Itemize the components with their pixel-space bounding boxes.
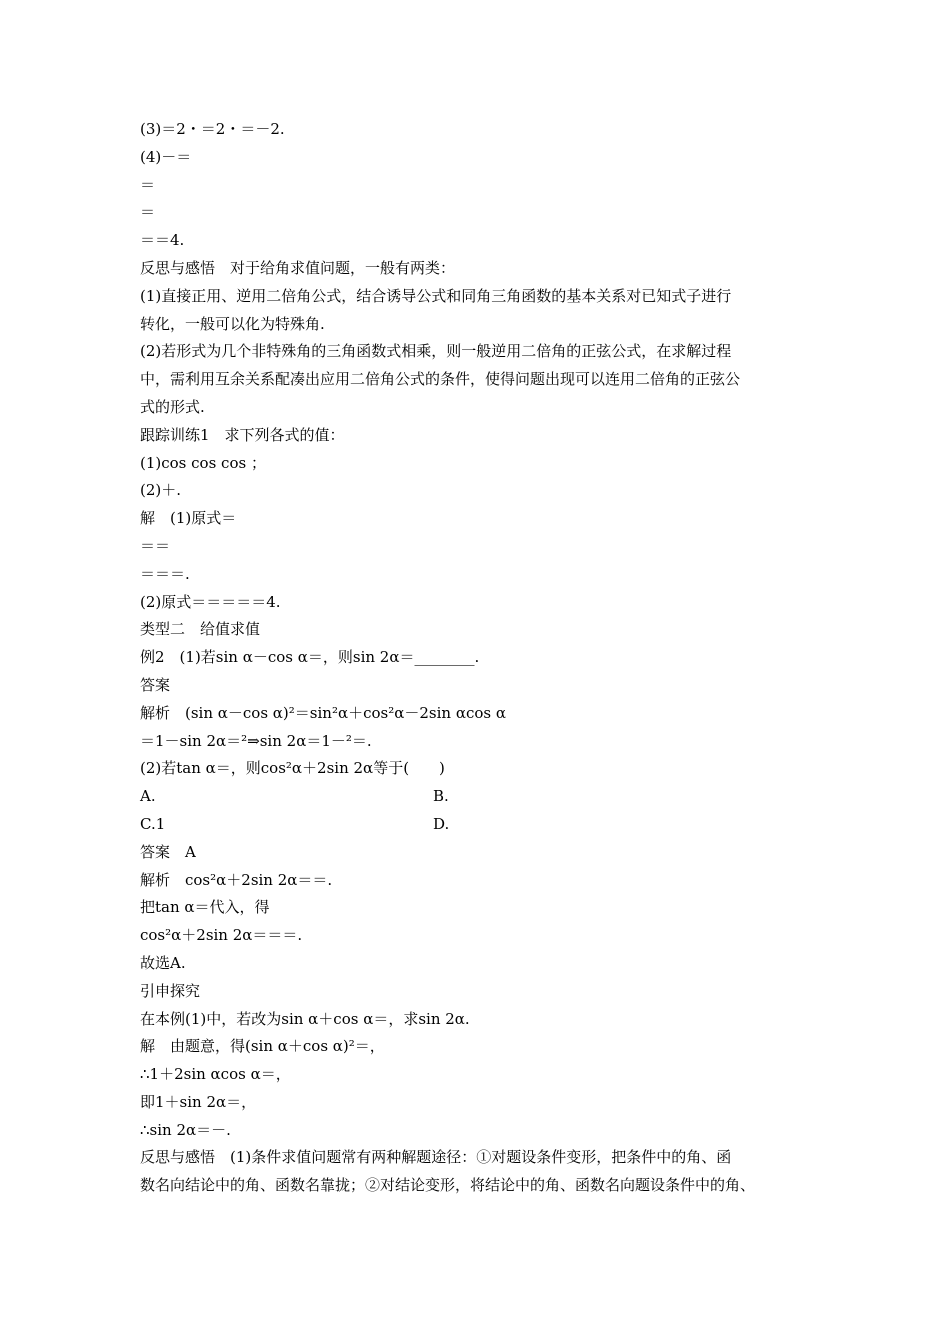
text-line: 故选A. [140, 953, 186, 972]
reflection-heading: 反思与感悟 (1)条件求值问题常有两种解题途径：①对题设条件变形，把条件中的角、函 [140, 1148, 732, 1167]
text-line: (2)＋. [140, 481, 182, 500]
document-page [140, 116, 830, 1200]
text-line: (2)原式＝＝＝＝＝4. [140, 592, 281, 611]
option-b: B. [433, 787, 449, 806]
text-line: (4)－＝ [140, 147, 192, 166]
section-heading: 类型二 给值求值 [140, 620, 261, 639]
text-line: ∴sin 2α＝－. [140, 1120, 231, 1139]
option-d: D. [433, 814, 450, 833]
text-line: (2)若形式为几个非特殊角的三角函数式相乘，则一般逆用二倍角的正弦公式，在求解过程 [140, 342, 732, 361]
text-line: (1)cos cos cos ； [140, 453, 266, 472]
answer-label: 答案 A [140, 842, 196, 861]
text-line: 数名向结论中的角、函数名靠拢；②对结论变形，将结论中的角、函数名向题设条件中的角、 [140, 1176, 756, 1195]
analysis-line: 解析 cos²α＋2sin 2α＝＝. [140, 870, 333, 889]
text-line: ＝＝4. [140, 231, 185, 250]
solution-line: 解 (1)原式＝ [140, 509, 237, 528]
text-line: (1)直接正用、逆用二倍角公式，结合诱导公式和同角三角函数的基本关系对已知式子进行 [140, 286, 732, 305]
text-line: ＝＝ [140, 536, 171, 555]
text-line: ∴1＋2sin αcos α＝， [140, 1065, 291, 1084]
text-line: cos²α＋2sin 2α＝＝＝. [140, 926, 303, 945]
text-line: 中，需利用互余关系配凑出应用二倍角公式的条件，使得问题出现可以连用二倍角的正弦公 [140, 370, 741, 389]
solution-line: 解 由题意，得(sin α＋cos α)²＝， [140, 1037, 385, 1056]
text-line: 即1＋sin 2α＝， [140, 1092, 257, 1111]
reflection-heading: 反思与感悟 对于给角求值问题，一般有两类： [140, 258, 456, 277]
options-row [140, 811, 830, 839]
answer-label: 答案 [140, 675, 171, 694]
section-heading: 引申探究 [140, 981, 201, 1000]
text-line: ＝＝＝. [140, 564, 190, 583]
exercise-heading: 跟踪训练1 求下列各式的值： [140, 425, 345, 444]
text-line: ＝1－sin 2α＝²⇒sin 2α＝1－²＝. [140, 731, 372, 750]
example-question: (2)若tan α＝，则cos²α＋2sin 2α等于( ) [140, 759, 445, 778]
text-line: ＝ [140, 203, 156, 222]
text-line: 转化，一般可以化为特殊角. [140, 314, 325, 333]
example-question: 例2 (1)若sin α－cos α＝，则sin 2α＝________. [140, 648, 480, 667]
text-line: ＝ [140, 175, 156, 194]
text-line: 式的形式. [140, 397, 205, 416]
analysis-line: 解析 (sin α－cos α)²＝sin²α＋cos²α－2sin αcos α [140, 703, 506, 722]
option-a: A. [140, 787, 156, 806]
text-line: 在本例(1)中，若改为sin α＋cos α＝，求sin 2α. [140, 1009, 470, 1028]
text-line: (3)＝2・＝2・＝－2. [140, 120, 285, 138]
text-line: 把tan α＝代入，得 [140, 898, 270, 917]
option-c: C.1 [140, 814, 166, 833]
options-row [140, 783, 830, 811]
